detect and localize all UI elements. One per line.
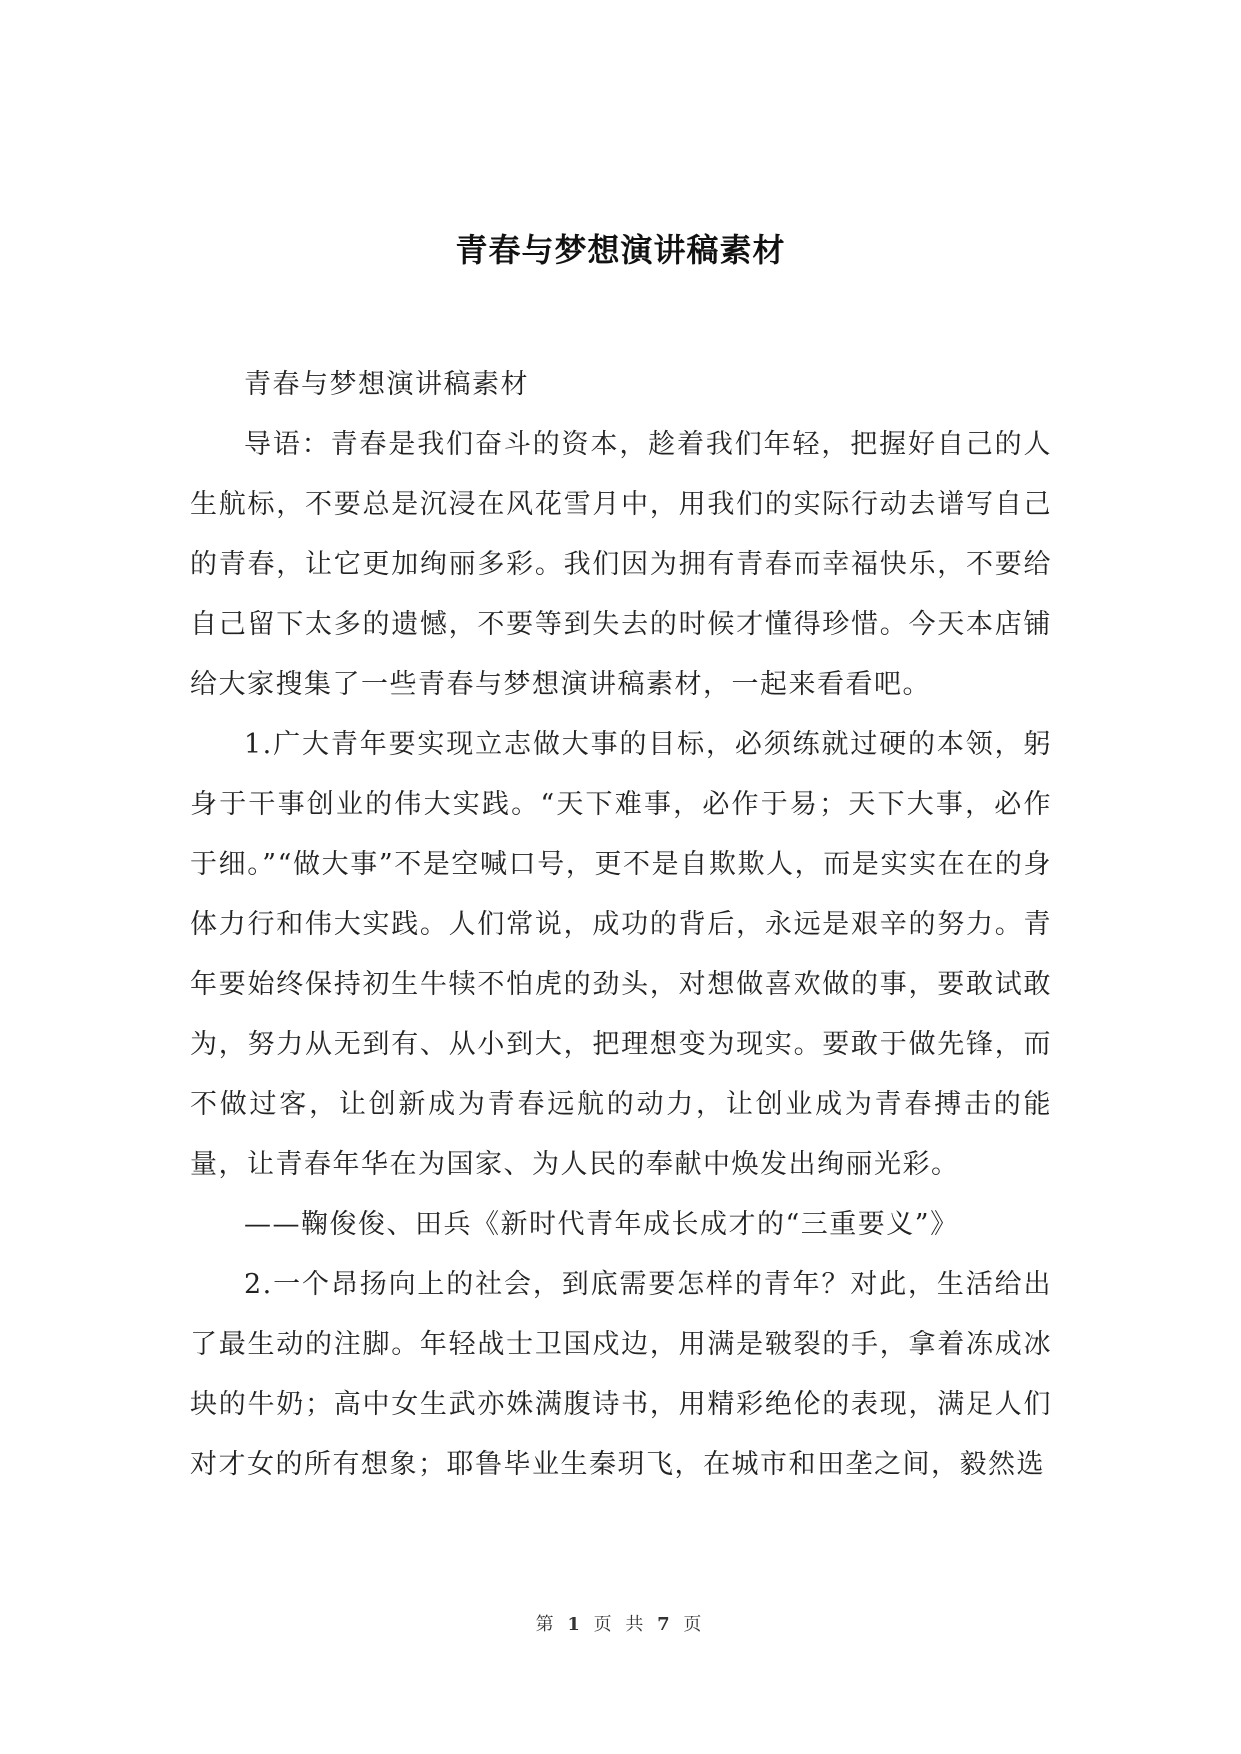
footer-prefix: 第	[535, 1614, 558, 1635]
intro-paragraph: 导语：青春是我们奋斗的资本，趁着我们年轻，把握好自己的人生航标，不要总是沉浸在风花雪月中，用我们的实际行动去谱写自己的青春，让它更加绚丽多彩。我们因为拥有青春而幸福快乐，不要给自己留下太多的遗憾，不要等到失去的时候才懂得珍惜。今天本店铺给大家搜集了一些青春与梦想演讲稿素材，一起来看看吧。	[190, 429, 1052, 700]
footer-current-page: 1	[567, 1614, 584, 1635]
page-title: 青春与梦想演讲稿素材	[455, 231, 786, 269]
item-1-paragraph: 1.广大青年要实现立志做大事的目标，必须练就过硬的本领，躬身于干事创业的伟大实践。“天下难事，必作于易；天下大事，必作于细。”“做大事”不是空喊口号，更不是自欺欺人，而是实实在在的身体力行和伟大实践。人们常说，成功的背后，永远是艰辛的努力。青年要始终保持初生牛犊不怕虎的劲头，对想做喜欢做的事，要敢试敢为，努力从无到有、从小到大，把理想变为现实。要敢于做先锋，而不做过客，让创新成为青春远航的动力，让创业成为青春搏击的能量，让青春年华在为国家、为人民的奉献中焕发出绚丽光彩。	[190, 729, 1052, 1180]
page-number-footer	[0, 1610, 1241, 1636]
footer-middle: 页 共	[593, 1614, 648, 1635]
item-2-paragraph: 2.一个昂扬向上的社会，到底需要怎样的青年？对此，生活给出了最生动的注脚。年轻战士卫国戍边，用满是皲裂的手，拿着冻成冰块的牛奶；高中女生武亦姝满腹诗书，用精彩绝伦的表现，满足人们对才女的所有想象；耶鲁毕业生秦玥飞，在城市和田垄之间，毅然选	[190, 1269, 1052, 1480]
footer-total-pages: 7	[657, 1614, 674, 1635]
citation-paragraph: ——鞠俊俊、田兵《新时代青年成长成才的“三重要义”》	[244, 1209, 959, 1240]
document-body	[190, 355, 1052, 1495]
subtitle-paragraph: 青春与梦想演讲稿素材	[244, 369, 529, 400]
footer-suffix: 页	[683, 1614, 706, 1635]
